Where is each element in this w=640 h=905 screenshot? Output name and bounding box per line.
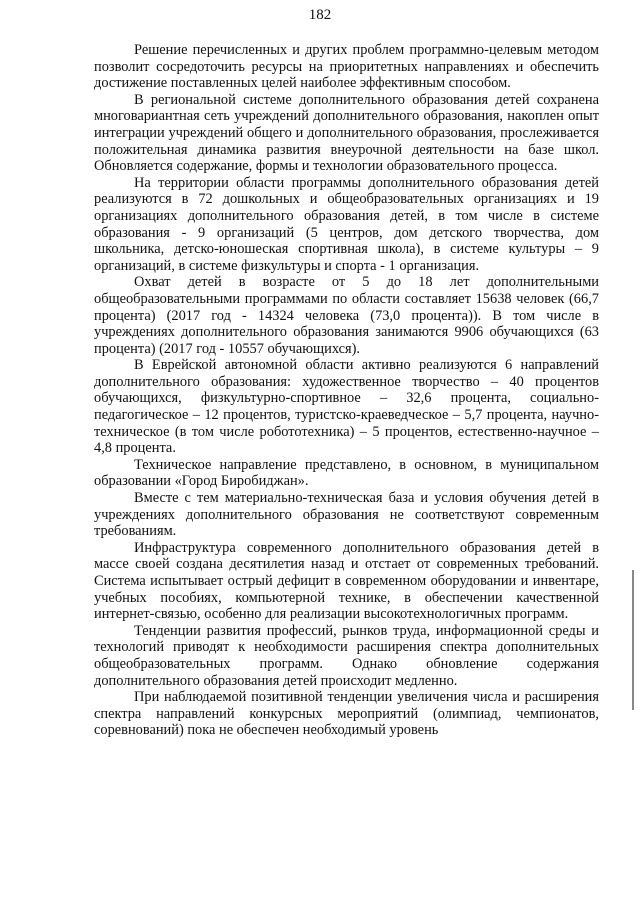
- paragraph-7: Вместе с тем материально-техническая база и условия обучения детей в учреждениях дополнительного образования не соответствуют современным требованиям.: [94, 490, 599, 540]
- page-number: 182: [308, 7, 332, 23]
- paragraph-5: В Еврейской автономной области активно реализуются 6 направлений дополнительного образования: художественное творчество – 40 процентов обучающихся, физкультурно-спортивное – 32,6 процента, социально-педагогическое – 12 процентов, туристско-краеведческое – 5,7 процента, научно-техническое (в том числе робототехника) – 5 процентов, естественно-научное – 4,8 процента.: [94, 357, 599, 457]
- paragraph-3: На территории области программы дополнительного образования детей реализуются в 72 дошкольных и общеобразовательных организациях и 19 организациях дополнительного образования детей, в том числе в системе образования - 9 организаций (5 центров, дом детского творчества, дом школьника, детско-юношеская спортивная школа), в системе культуры – 9 организаций, в системе физкультуры и спорта - 1 организация.: [94, 174, 599, 274]
- document-body: [94, 42, 599, 739]
- paragraph-10: При наблюдаемой позитивной тенденции увеличения числа и расширения спектра направлений конкурсных мероприятий (олимпиад, чемпионатов, соревнований) пока не обеспечен необходимый уровень: [94, 689, 599, 739]
- paragraph-2: В региональной системе дополнительного образования детей сохранена многовариантная сеть учреждений дополнительного образования, накоплен опыт интеграции учреждений общего и дополнительного образования, прослеживается положительная динамика развития внеурочной деятельности на базе школ. Обновляется содержание, формы и технологии образовательного процесса.: [94, 91, 599, 175]
- scan-edge-line: [632, 570, 634, 710]
- paragraph-4: Охват детей в возрасте от 5 до 18 лет дополнительными общеобразовательными программами по области составляет 15638 человек (66,7 процента) (2017 год - 14324 человека (73,0 процента)). В том числе в учреждениях дополнительного образования занимаются 9906 обучающихся (63 процента) (2017 год - 10557 обучающихся).: [94, 274, 599, 357]
- paragraph-1: Решение перечисленных и других проблем программно-целевым методом позволит сосредоточить ресурсы на приоритетных направлениях и обеспечить достижение поставленных целей наиболее эффективным способом.: [94, 42, 599, 92]
- paragraph-9: Тенденции развития профессий, рынков труда, информационной среды и технологий приводят к необходимости расширения спектра дополнительных общеобразовательных программ. Однако обновление содержания дополнительного образования детей происходит медленно.: [94, 622, 599, 689]
- paragraph-8: Инфраструктура современного дополнительного образования детей в массе своей создана десятилетия назад и отстает от современных требований. Система испытывает острый дефицит в современном оборудовании и инвентаре, учебных пособиях, компьютерной технике, в обеспечении качественной интернет-связью, особенно для реализации высокотехнологичных программ.: [94, 539, 599, 623]
- paragraph-6: Техническое направление представлено, в основном, в муниципальном образовании «Город Биробиджан».: [94, 456, 599, 490]
